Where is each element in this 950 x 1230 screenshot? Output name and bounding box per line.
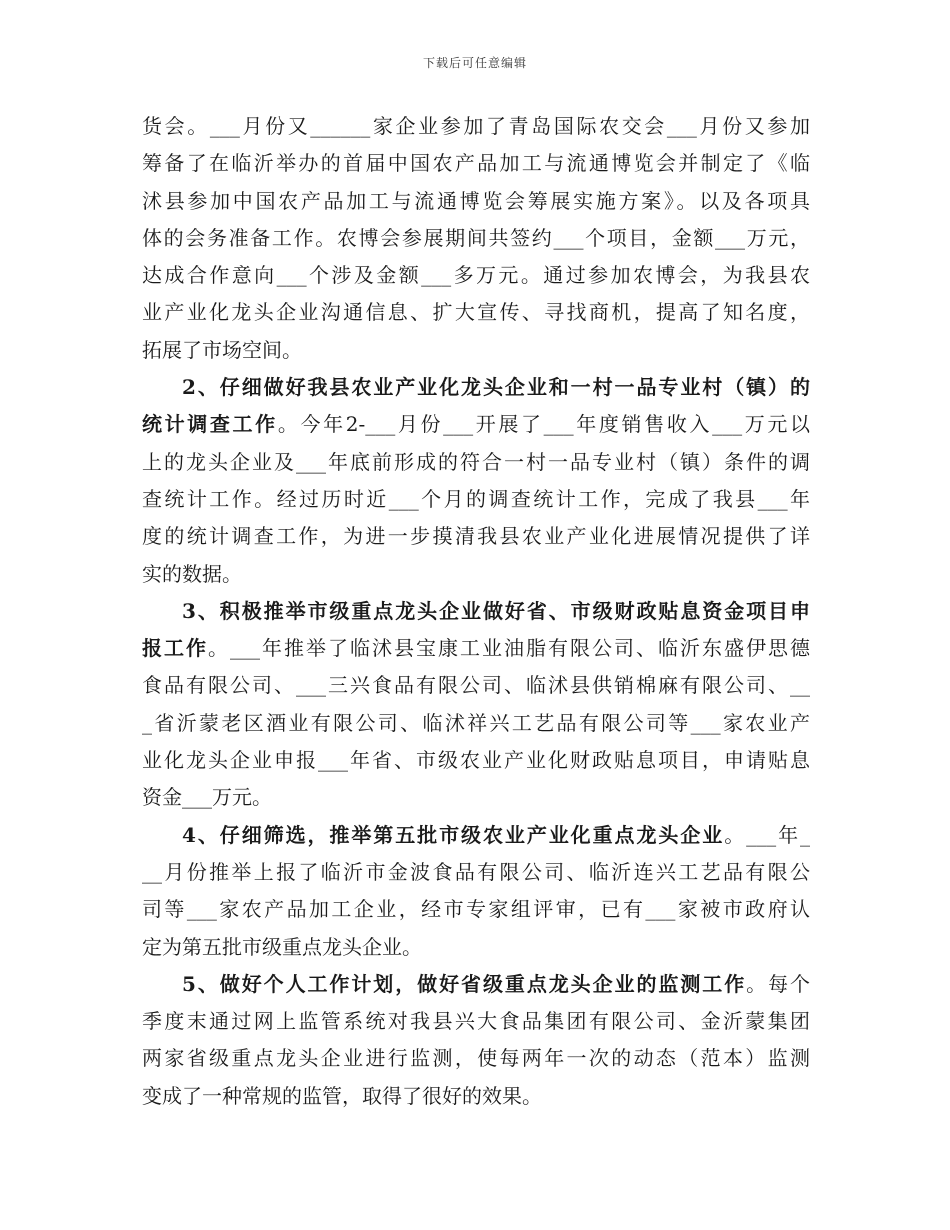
- text-line: [142, 742, 810, 779]
- text-run: 。今年2-___月份___开展了___年度销售收入___万元以: [277, 412, 810, 437]
- text-line: [142, 406, 810, 443]
- text-run: 变成了一种常规的监管，取得了很好的效果。: [142, 1083, 542, 1108]
- text-run: 业化龙头企业申报___年省、市级农业产业化财政贴息项目，申请贴息: [142, 748, 810, 773]
- paragraph-item-2: [142, 369, 810, 593]
- text-run: 货会。___月份又______家企业参加了青岛国际农交会___月份又参加: [142, 114, 810, 138]
- paragraph-trade-fair: [142, 108, 810, 369]
- bold-heading-run: 报工作: [142, 636, 208, 661]
- text-line: [142, 481, 810, 518]
- text-line: [142, 667, 810, 704]
- text-run: 。每个: [746, 971, 810, 996]
- text-line: [142, 518, 810, 555]
- text-run: 查统计工作。经过历时近___个月的调查统计工作，完成了我县___年: [142, 486, 810, 511]
- text-run: 定为第五批市级重点龙头企业。: [142, 934, 422, 959]
- text-line: [142, 332, 810, 369]
- text-line: [142, 220, 810, 257]
- text-line: [142, 593, 810, 630]
- text-run: __月份推举上报了临沂市金波食品有限公司、临沂连兴工艺品有限公: [142, 859, 810, 884]
- text-line: [142, 294, 810, 331]
- text-line: [142, 779, 810, 816]
- text-line: [142, 891, 810, 928]
- text-line: [142, 369, 810, 406]
- text-run: 达成合作意向___个涉及金额___多万元。通过参加农博会，为我县农: [142, 263, 810, 288]
- text-run: 季度末通过网上监管系统对我县兴大食品集团有限公司、金沂蒙集团: [142, 1009, 810, 1034]
- text-run: 体的会务准备工作。农博会参展期间共签约___个项目，金额___万元，: [142, 225, 810, 250]
- bold-heading-run: 4、仔细筛选，推举第五批市级农业产业化重点龙头企业: [182, 822, 725, 847]
- bold-heading-run: 3、积极推举市级重点龙头企业做好省、市级财政贴息资金项目申: [182, 598, 810, 623]
- text-line: [142, 1040, 810, 1077]
- paragraph-item-5: [142, 966, 810, 1115]
- text-run: 两家省级重点龙头企业进行监测，使每两年一次的动态（范本）监测: [142, 1046, 810, 1071]
- page-header: 下载后可任意编辑: [422, 56, 527, 70]
- document-body: [142, 108, 810, 1115]
- text-run: 食品有限公司、___三兴食品有限公司、临沭县供销棉麻有限公司、__: [142, 673, 810, 698]
- text-line: [142, 854, 810, 891]
- text-run: 。___年_: [724, 822, 810, 847]
- text-line: [142, 1078, 810, 1115]
- bold-heading-run: 2、仔细做好我县农业产业化龙头企业和一村一品专业村（镇）的: [182, 375, 810, 400]
- bold-heading-run: 统计调查工作: [142, 412, 278, 437]
- text-line: [142, 145, 810, 182]
- text-run: 实的数据。: [142, 561, 242, 586]
- text-line: [142, 556, 810, 593]
- paragraph-item-3: [142, 593, 810, 817]
- text-line: [142, 817, 810, 854]
- text-run: _省沂蒙老区酒业有限公司、临沭祥兴工艺品有限公司等___家农业产: [142, 710, 810, 735]
- text-run: 。___年推举了临沭县宝康工业油脂有限公司、临沂东盛伊思德: [208, 636, 810, 661]
- text-line: [142, 257, 810, 294]
- text-run: 筹备了在临沂举办的首届中国农产品加工与流通博览会并制定了《临: [142, 151, 810, 176]
- text-run: 度的统计调查工作，为进一步摸清我县农业产业化进展情况提供了详: [142, 524, 810, 549]
- text-line: [142, 183, 810, 220]
- text-line: [142, 929, 810, 966]
- text-run: 司等___家农产品加工企业，经市专家组评审，已有___家被市政府认: [142, 897, 810, 922]
- text-line: [142, 630, 810, 667]
- text-line: [142, 108, 810, 145]
- text-line: [142, 705, 810, 742]
- text-run: 沭县参加中国农产品加工与流通博览会筹展实施方案》。以及各项具: [142, 188, 810, 213]
- text-line: [142, 444, 810, 481]
- bold-heading-run: 5、做好个人工作计划，做好省级重点龙头企业的监测工作: [182, 971, 747, 996]
- paragraph-item-4: [142, 817, 810, 966]
- text-run: 资金___万元。: [142, 785, 272, 810]
- text-run: 上的龙头企业及___年底前形成的符合一村一品专业村（镇）条件的调: [142, 449, 810, 474]
- text-run: 业产业化龙头企业沟通信息、扩大宣传、寻找商机，提高了知名度，: [142, 300, 810, 325]
- text-run: 拓展了市场空间。: [142, 337, 302, 362]
- text-line: [142, 1003, 810, 1040]
- text-line: [142, 966, 810, 1003]
